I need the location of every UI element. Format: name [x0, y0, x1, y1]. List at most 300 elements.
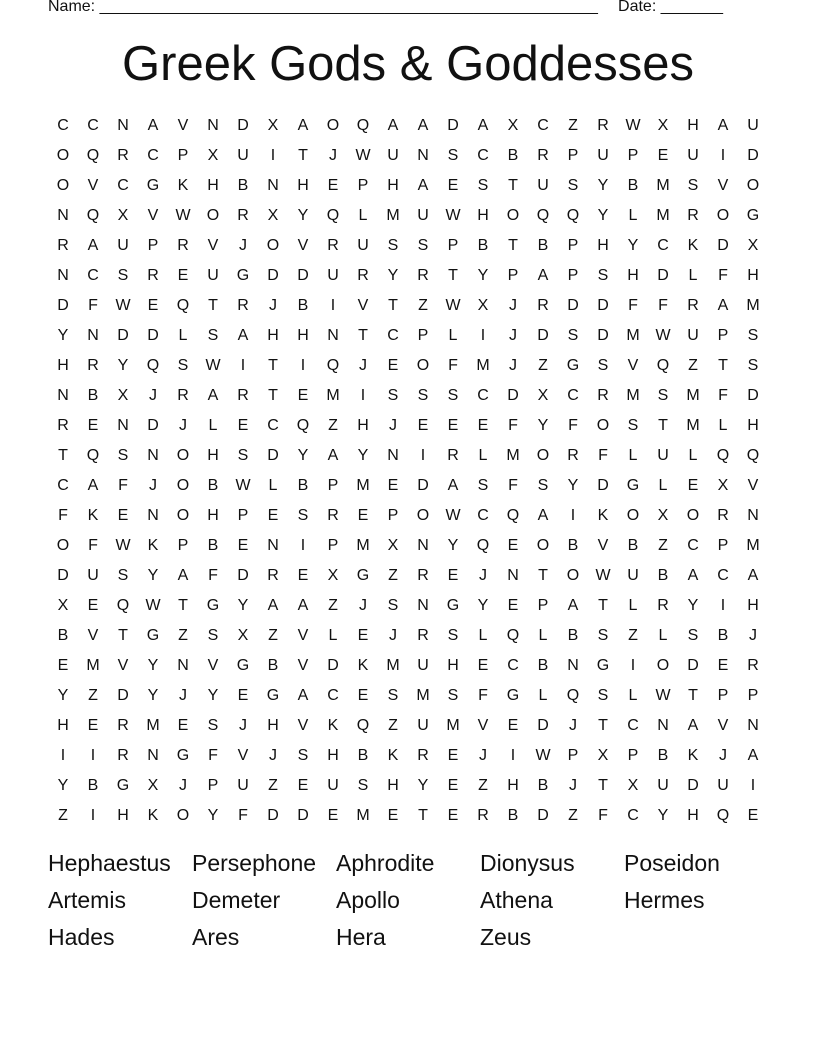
grid-letter: B	[717, 627, 729, 644]
grid-letter: T	[208, 297, 218, 314]
grid-letter: S	[567, 327, 579, 344]
grid-letter: M	[326, 387, 340, 404]
grid-letter: Z	[478, 777, 488, 794]
grid-letter: Y	[477, 267, 489, 284]
grid-letter: C	[627, 807, 639, 824]
grid-letter: U	[327, 777, 339, 794]
grid-letter: O	[626, 507, 640, 524]
grid-letter: D	[597, 477, 609, 494]
grid-letter: D	[417, 477, 429, 494]
grid-letter: G	[236, 657, 250, 674]
grid-letter: U	[717, 777, 729, 794]
grid-letter: M	[356, 537, 370, 554]
grid-letter: J	[269, 297, 277, 314]
grid-letter: N	[147, 507, 159, 524]
grid-letter: E	[237, 417, 249, 434]
grid-letter: L	[478, 447, 488, 464]
grid-letter: R	[447, 447, 459, 464]
grid-letter: B	[507, 807, 519, 824]
grid-letter: T	[658, 417, 668, 434]
grid-letter: D	[537, 327, 549, 344]
grid-letter: W	[235, 477, 251, 494]
grid-letter: Q	[116, 597, 130, 614]
grid-letter: P	[147, 237, 159, 254]
grid-letter: I	[750, 777, 756, 794]
grid-letter: Q	[86, 147, 100, 164]
grid-letter: I	[330, 297, 336, 314]
grid-letter: E	[297, 777, 309, 794]
grid-letter: F	[88, 537, 98, 554]
grid-letter: P	[537, 597, 549, 614]
grid-letter: O	[176, 807, 190, 824]
grid-letter: R	[567, 447, 579, 464]
grid-letter: N	[117, 117, 129, 134]
grid-letter: S	[477, 477, 489, 494]
grid-letter: A	[567, 597, 579, 614]
grid-letter: Z	[688, 357, 698, 374]
grid-letter: S	[447, 387, 459, 404]
grid-letter: R	[687, 207, 699, 224]
grid-letter: Q	[356, 117, 370, 134]
grid-letter: E	[417, 417, 429, 434]
grid-letter: X	[267, 207, 279, 224]
grid-letter: O	[596, 417, 610, 434]
grid-letter: O	[506, 207, 520, 224]
grid-letter: N	[387, 447, 399, 464]
grid-letter: S	[747, 327, 759, 344]
grid-letter: S	[627, 417, 639, 434]
grid-letter: Y	[237, 597, 249, 614]
grid-letter: A	[297, 597, 309, 614]
grid-letter: R	[537, 297, 549, 314]
grid-letter: M	[356, 807, 370, 824]
grid-letter: X	[237, 627, 249, 644]
grid-letter: Q	[326, 357, 340, 374]
grid-letter: S	[537, 477, 549, 494]
grid-letter: O	[416, 507, 430, 524]
grid-letter: E	[327, 177, 339, 194]
grid-letter: D	[237, 567, 249, 584]
grid-letter: W	[655, 327, 671, 344]
word-search-grid	[48, 111, 768, 831]
grid-letter: S	[447, 147, 459, 164]
grid-letter: D	[567, 297, 579, 314]
grid-letter: H	[267, 717, 279, 734]
grid-letter: A	[207, 387, 219, 404]
grid-letter: N	[87, 327, 99, 344]
grid-letter: L	[688, 267, 698, 284]
grid-letter: S	[117, 447, 129, 464]
grid-letter: B	[537, 237, 549, 254]
grid-letter: G	[566, 357, 580, 374]
grid-letter: A	[717, 117, 729, 134]
grid-letter: B	[627, 537, 639, 554]
grid-letter: K	[687, 237, 699, 254]
grid-letter: V	[147, 207, 159, 224]
grid-letter: Z	[58, 807, 68, 824]
grid-letter: M	[626, 387, 640, 404]
grid-letter: V	[87, 627, 99, 644]
grid-letter: A	[237, 327, 249, 344]
grid-letter: A	[387, 117, 399, 134]
grid-letter: N	[267, 537, 279, 554]
grid-letter: M	[386, 657, 400, 674]
grid-letter: I	[630, 657, 636, 674]
grid-letter: Q	[746, 447, 760, 464]
grid-letter: T	[598, 597, 608, 614]
grid-letter: O	[536, 537, 550, 554]
grid-letter: E	[447, 567, 459, 584]
grid-letter: P	[627, 747, 639, 764]
grid-letter: L	[628, 447, 638, 464]
grid-letter: V	[177, 117, 189, 134]
grid-letter: I	[420, 447, 426, 464]
grid-letter: N	[57, 207, 69, 224]
grid-letter: O	[566, 567, 580, 584]
grid-letter: K	[387, 747, 399, 764]
grid-letter: S	[117, 267, 129, 284]
grid-letter: S	[597, 267, 609, 284]
grid-letter: B	[87, 387, 99, 404]
grid-letter: Y	[387, 267, 399, 284]
grid-letter: E	[177, 717, 189, 734]
grid-letter: S	[387, 597, 399, 614]
grid-letter: T	[268, 387, 278, 404]
grid-letter: E	[297, 387, 309, 404]
grid-letter: O	[536, 447, 550, 464]
grid-letter: S	[417, 387, 429, 404]
grid-letter: U	[537, 177, 549, 194]
grid-letter: Q	[716, 807, 730, 824]
grid-letter: J	[239, 237, 247, 254]
grid-letter: D	[117, 687, 129, 704]
grid-letter: P	[717, 687, 729, 704]
grid-letter: R	[57, 237, 69, 254]
grid-letter: S	[687, 177, 699, 194]
grid-letter: X	[657, 117, 669, 134]
grid-letter: S	[237, 447, 249, 464]
grid-letter: B	[537, 657, 549, 674]
grid-letter: O	[56, 147, 70, 164]
grid-letter: H	[57, 357, 69, 374]
grid-letter: D	[57, 297, 69, 314]
grid-letter: H	[297, 327, 309, 344]
grid-letter: L	[328, 627, 338, 644]
grid-letter: V	[747, 477, 759, 494]
grid-letter: R	[177, 237, 189, 254]
grid-letter: L	[538, 687, 548, 704]
grid-letter: E	[237, 687, 249, 704]
grid-letter: E	[297, 567, 309, 584]
grid-letter: S	[357, 777, 369, 794]
grid-letter: W	[625, 117, 641, 134]
grid-letter: T	[388, 297, 398, 314]
grid-letter: W	[595, 567, 611, 584]
word-bank-item: Persephone	[192, 850, 317, 876]
grid-letter: H	[687, 117, 699, 134]
grid-letter: E	[447, 807, 459, 824]
grid-letter: I	[360, 387, 366, 404]
grid-letter: V	[627, 357, 639, 374]
grid-letter: H	[597, 237, 609, 254]
grid-letter: E	[117, 507, 129, 524]
grid-letter: Y	[147, 687, 159, 704]
grid-letter: W	[175, 207, 191, 224]
grid-letter: N	[207, 117, 219, 134]
grid-letter: P	[207, 777, 219, 794]
grid-letter: F	[718, 387, 728, 404]
grid-letter: E	[387, 477, 399, 494]
grid-letter: V	[357, 297, 369, 314]
grid-letter: Y	[57, 327, 69, 344]
grid-letter: P	[507, 267, 519, 284]
grid-letter: O	[746, 177, 760, 194]
grid-letter: Q	[146, 357, 160, 374]
grid-letter: Q	[566, 687, 580, 704]
grid-letter: Q	[716, 447, 730, 464]
grid-letter: E	[447, 747, 459, 764]
grid-letter: J	[509, 327, 517, 344]
grid-letter: J	[239, 717, 247, 734]
grid-letter: L	[658, 477, 668, 494]
grid-letter: E	[447, 777, 459, 794]
word-bank-item: Artemis	[48, 887, 126, 913]
grid-letter: S	[477, 177, 489, 194]
grid-letter: B	[477, 237, 489, 254]
grid-letter: U	[237, 147, 249, 164]
grid-letter: A	[687, 717, 699, 734]
grid-letter: T	[508, 177, 518, 194]
grid-letter: R	[597, 117, 609, 134]
grid-letter: A	[87, 237, 99, 254]
grid-letter: R	[357, 267, 369, 284]
grid-letter: C	[657, 237, 669, 254]
grid-letter: F	[628, 297, 638, 314]
grid-letter: M	[386, 207, 400, 224]
grid-letter: M	[356, 477, 370, 494]
grid-letter: X	[597, 747, 609, 764]
grid-letter: P	[327, 477, 339, 494]
grid-letter: S	[597, 627, 609, 644]
grid-letter: J	[179, 417, 187, 434]
grid-letter: Y	[297, 207, 309, 224]
grid-letter: D	[747, 387, 759, 404]
grid-letter: F	[508, 417, 518, 434]
grid-letter: R	[537, 147, 549, 164]
grid-letter: E	[717, 657, 729, 674]
grid-letter: K	[147, 807, 159, 824]
grid-letter: O	[176, 507, 190, 524]
grid-letter: X	[267, 117, 279, 134]
grid-letter: E	[267, 507, 279, 524]
grid-letter: S	[417, 237, 429, 254]
word-bank-item: Zeus	[480, 924, 532, 950]
grid-letter: G	[206, 597, 220, 614]
grid-letter: J	[389, 627, 397, 644]
grid-letter: D	[147, 417, 159, 434]
grid-letter: T	[58, 447, 68, 464]
grid-letter: E	[387, 807, 399, 824]
grid-letter: W	[205, 357, 221, 374]
grid-letter: C	[687, 537, 699, 554]
grid-letter: Z	[268, 627, 278, 644]
grid-letter: I	[720, 597, 726, 614]
grid-letter: J	[479, 567, 487, 584]
grid-letter: W	[145, 597, 161, 614]
grid-letter: V	[297, 627, 309, 644]
grid-letter: R	[237, 387, 249, 404]
grid-letter: O	[206, 207, 220, 224]
grid-letter: K	[177, 177, 189, 194]
grid-letter: X	[147, 777, 159, 794]
grid-letter: I	[300, 537, 306, 554]
grid-letter: S	[447, 627, 459, 644]
grid-letter: N	[57, 387, 69, 404]
grid-letter: V	[717, 177, 729, 194]
grid-letter: J	[389, 417, 397, 434]
grid-letter: S	[447, 687, 459, 704]
grid-letter: W	[445, 507, 461, 524]
page-title: Greek Gods & Goddesses	[122, 37, 694, 91]
grid-letter: F	[88, 297, 98, 314]
grid-letter: V	[87, 177, 99, 194]
grid-letter: R	[717, 507, 729, 524]
grid-letter: Y	[147, 567, 159, 584]
grid-letter: L	[688, 447, 698, 464]
grid-letter: L	[208, 417, 218, 434]
grid-letter: H	[207, 447, 219, 464]
grid-letter: E	[357, 627, 369, 644]
grid-letter: J	[509, 297, 517, 314]
grid-letter: E	[357, 687, 369, 704]
word-bank-item: Athena	[480, 887, 553, 913]
grid-letter: P	[417, 327, 429, 344]
grid-letter: U	[627, 567, 639, 584]
grid-letter: H	[387, 177, 399, 194]
grid-letter: E	[657, 147, 669, 164]
grid-letter: V	[297, 237, 309, 254]
grid-letter: D	[537, 717, 549, 734]
grid-letter: E	[177, 267, 189, 284]
grid-letter: X	[627, 777, 639, 794]
grid-letter: D	[537, 807, 549, 824]
grid-letter: P	[357, 177, 369, 194]
grid-letter: P	[567, 267, 579, 284]
grid-letter: Y	[657, 807, 669, 824]
grid-letter: J	[569, 777, 577, 794]
grid-letter: B	[237, 177, 249, 194]
grid-letter: L	[538, 627, 548, 644]
grid-letter: N	[327, 327, 339, 344]
header-fields	[48, 0, 748, 17]
grid-letter: D	[597, 327, 609, 344]
grid-letter: L	[628, 207, 638, 224]
grid-letter: I	[90, 747, 96, 764]
grid-letter: U	[417, 207, 429, 224]
grid-letter: C	[387, 327, 399, 344]
grid-letter: Z	[328, 417, 338, 434]
grid-letter: O	[716, 207, 730, 224]
grid-letter: D	[267, 807, 279, 824]
grid-letter: O	[56, 537, 70, 554]
grid-letter: R	[237, 297, 249, 314]
grid-letter: V	[297, 657, 309, 674]
grid-letter: X	[657, 507, 669, 524]
grid-letter: K	[87, 507, 99, 524]
grid-letter: H	[747, 417, 759, 434]
grid-letter: H	[207, 507, 219, 524]
grid-letter: A	[177, 567, 189, 584]
grid-letter: E	[507, 717, 519, 734]
grid-letter: Y	[447, 537, 459, 554]
grid-letter: R	[417, 627, 429, 644]
grid-letter: Z	[568, 117, 578, 134]
grid-letter: Y	[477, 597, 489, 614]
grid-letter: C	[627, 717, 639, 734]
grid-letter: B	[57, 627, 69, 644]
grid-letter: H	[297, 177, 309, 194]
grid-letter: O	[656, 657, 670, 674]
grid-letter: I	[270, 147, 276, 164]
grid-letter: R	[417, 747, 429, 764]
grid-letter: H	[687, 807, 699, 824]
grid-letter: M	[506, 447, 520, 464]
grid-letter: F	[58, 507, 68, 524]
word-bank	[48, 845, 768, 956]
grid-letter: O	[326, 117, 340, 134]
grid-letter: Z	[418, 297, 428, 314]
grid-letter: T	[598, 717, 608, 734]
word-bank-item: Dionysus	[480, 850, 575, 876]
grid-letter: E	[447, 417, 459, 434]
grid-letter: I	[90, 807, 96, 824]
grid-letter: L	[178, 327, 188, 344]
grid-letter: U	[747, 117, 759, 134]
grid-letter: E	[327, 807, 339, 824]
grid-letter: F	[118, 477, 128, 494]
grid-letter: B	[207, 537, 219, 554]
grid-letter: D	[117, 327, 129, 344]
grid-letter: C	[57, 117, 69, 134]
grid-letter: T	[118, 627, 128, 644]
grid-letter: C	[147, 147, 159, 164]
grid-letter: G	[146, 627, 160, 644]
grid-letter: O	[176, 447, 190, 464]
grid-letter: J	[269, 747, 277, 764]
grid-letter: R	[477, 807, 489, 824]
grid-letter: V	[477, 717, 489, 734]
grid-letter: G	[266, 687, 280, 704]
grid-letter: A	[297, 687, 309, 704]
grid-letter: V	[297, 717, 309, 734]
grid-letter: C	[87, 267, 99, 284]
grid-letter: X	[537, 387, 549, 404]
grid-letter: S	[207, 717, 219, 734]
grid-letter: E	[477, 657, 489, 674]
grid-letter: T	[538, 567, 548, 584]
grid-letter: B	[537, 777, 549, 794]
grid-letter: R	[687, 297, 699, 314]
grid-letter: F	[238, 807, 248, 824]
grid-letter: Y	[687, 597, 699, 614]
grid-letter: D	[267, 447, 279, 464]
word-bank-item: Poseidon	[624, 850, 720, 876]
grid-letter: H	[207, 177, 219, 194]
grid-letter: N	[417, 537, 429, 554]
grid-letter: J	[149, 477, 157, 494]
grid-letter: A	[477, 117, 489, 134]
grid-letter: X	[117, 387, 129, 404]
